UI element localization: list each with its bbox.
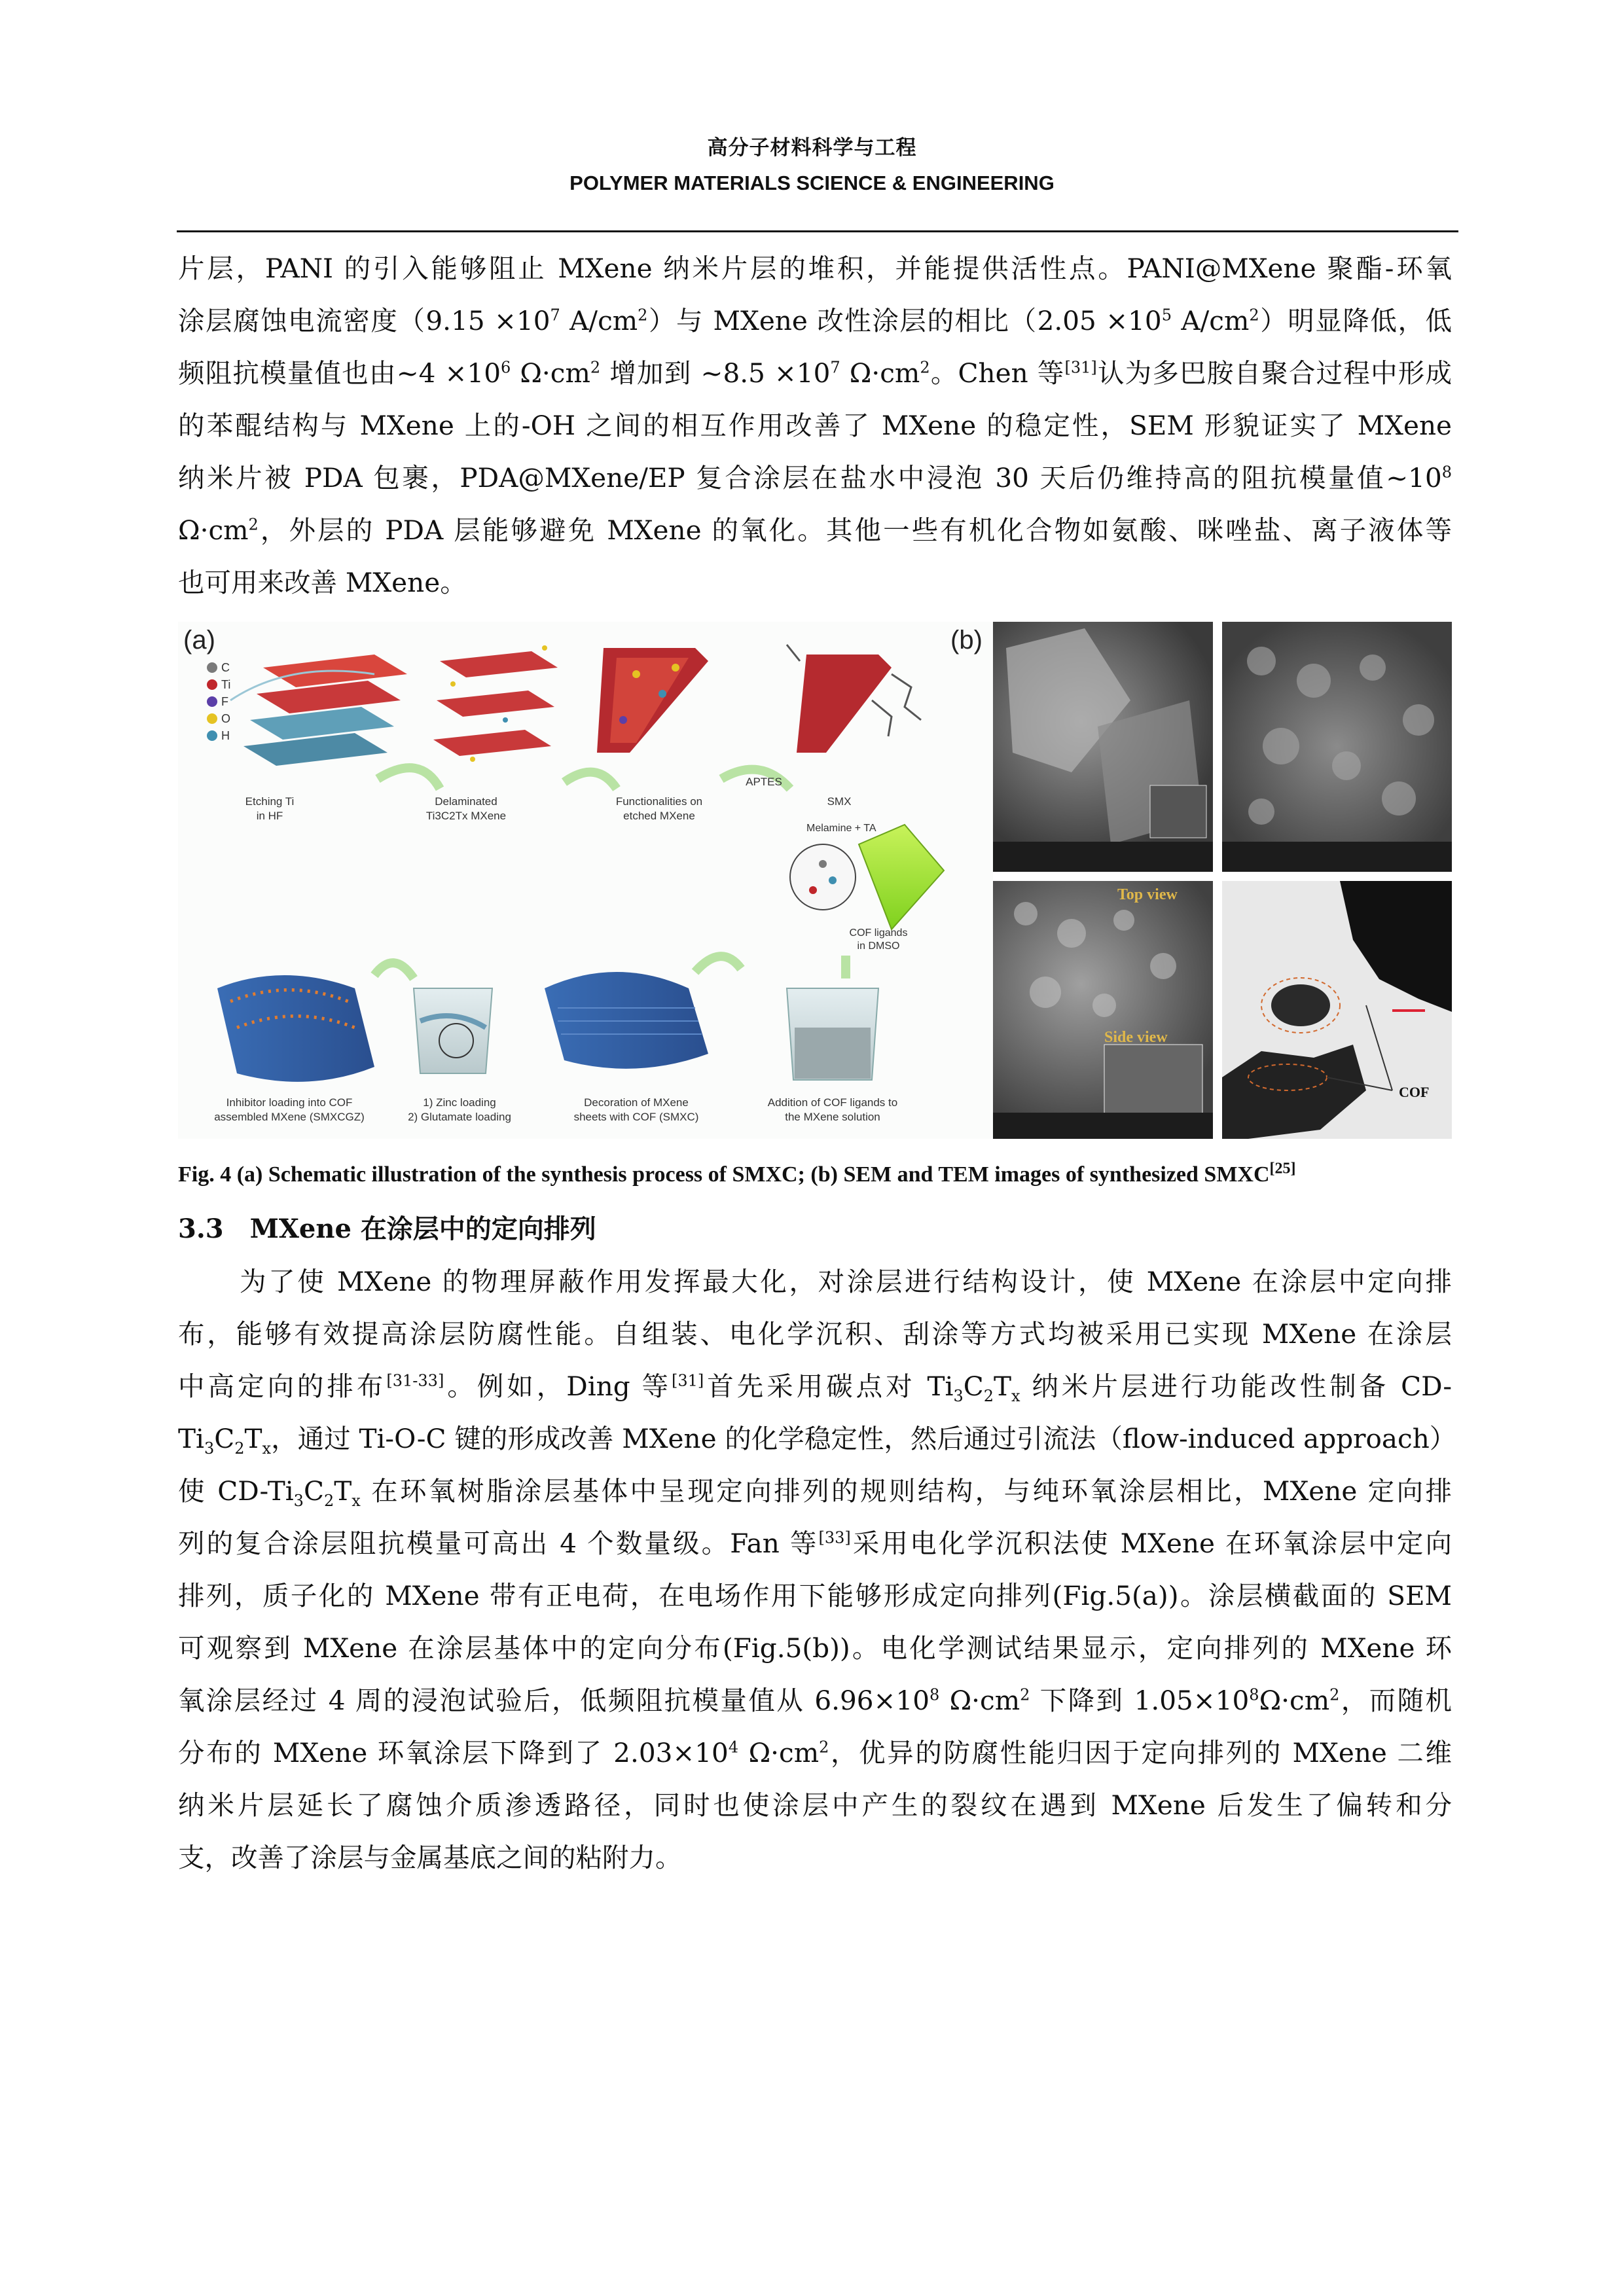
header-divider: [177, 230, 1458, 232]
sem-image-1: [993, 622, 1213, 872]
legend-dot-f: [207, 696, 217, 707]
panel-label-a: (a): [183, 626, 215, 655]
step-label: sheets with COF (SMXC): [573, 1111, 699, 1123]
legend-dot-h: [207, 730, 217, 741]
step-label: 2) Glutamate loading: [408, 1111, 511, 1123]
journal-title-cn: 高分子材料科学与工程: [707, 136, 917, 160]
figure-4: [178, 622, 1452, 1139]
text-line: 纳米片被 PDA 包裹，PDA@MXene/EP 复合涂层在盐水中浸泡 30 天后仍维持高的阻抗模量值$\sim 10^8$: [178, 462, 1452, 493]
legend-label: Ti: [221, 678, 231, 691]
text-line: 涂层腐蚀电流密度（$9.15 \times 10^7$ $A/cm^2$）与 MXene 改性涂层的相比（$2.05 \times 10^5$ $A/cm^2$）明显降低，低: [178, 305, 1452, 336]
top-view-label: Top view: [1117, 886, 1178, 903]
figure-panel-a: [178, 622, 993, 1139]
process-arrow: [564, 772, 617, 789]
step-label: etched MXene: [623, 810, 695, 822]
tem-image: [1222, 881, 1452, 1139]
legend-dot-c: [207, 662, 217, 673]
legend-dot-o: [207, 713, 217, 724]
ligand-beaker: [787, 988, 878, 1080]
process-arrow: [378, 768, 440, 789]
text-line: 频阻抗模量值也由~4 $\times 10^6$ $\Omega\cdot cm^2$ 增加到 ~8.5 $\times 10^7$ $\Omega\cdot cm^2$。Chen 等[31]认为多巴胺自聚合过程中形成: [178, 357, 1453, 389]
legend-label: H: [221, 729, 230, 742]
text-line: 使 $CD-Ti_3C_2T_x$ 在环氧树脂涂层基体中呈现定向排列的规则结构，与纯环氧涂层相比，MXene 定向排: [178, 1475, 1452, 1511]
sem-image-2: [1222, 622, 1452, 872]
legend-label: O: [221, 712, 231, 725]
text-line: 也可用来改善 MXene。: [178, 567, 467, 598]
cof-ligand-label: COF ligands: [849, 927, 908, 939]
step-label: Etching Ti: [245, 795, 295, 808]
text-line: 氧涂层经过 4 周的浸泡试验后，低频阻抗模量值从 $6.96\times 10^8$ $\Omega\cdot cm^2$ 下降到 $1.05\times 10^8\Omega\cdot cm^2$，而随机: [178, 1685, 1452, 1716]
step-label: Decoration of MXene: [584, 1096, 689, 1109]
max-phase-structure: [230, 655, 407, 766]
side-view-label: Side view: [1104, 1029, 1168, 1046]
step-label: Addition of COF ligands to: [767, 1096, 898, 1109]
paragraph-2: [178, 1255, 1456, 1884]
legend-dot-ti: [207, 679, 217, 690]
text-line: 分布的 MXene 环氧涂层下降到了 $2.03\times 10^4$ $\Omega\cdot cm^2$，优异的防腐性能归因于定向排列的 MXene 二维: [178, 1737, 1452, 1768]
text-line: 列的复合涂层阻抗模量可高出 4 个数量级。Fan 等[33]采用电化学沉积法使 MXene 在环氧涂层中定向: [178, 1528, 1452, 1559]
process-arrow: [374, 963, 414, 978]
step-label: APTES: [746, 776, 782, 788]
text-line: 支，改善了涂层与金属基底之间的粘附力。: [178, 1842, 682, 1873]
text-line: 片层，PANI 的引入能够阻止 MXene 纳米片层的堆积，并能提供活性点。PANI@MXene 聚酯-环氧: [178, 253, 1452, 284]
zinc-beaker: [414, 988, 492, 1073]
step-label: the MXene solution: [785, 1111, 880, 1123]
legend-label: F: [221, 695, 228, 708]
step-label: in HF: [256, 810, 283, 822]
process-arrow: [695, 956, 741, 972]
text-line: 布，能够有效提高涂层防腐性能。自组装、电化学沉积、刮涂等方式均被采用已实现 MXene 在涂层: [178, 1318, 1452, 1350]
text-line: $Ti_3C_2T_x$，通过 Ti-O-C 键的形成改善 MXene 的化学稳定性，然后通过引流法（flow-induced approach）: [178, 1423, 1456, 1458]
synthesis-schematic: [178, 622, 993, 1139]
panel-label-b: (b): [950, 626, 983, 655]
step-label: Functionalities on: [615, 795, 703, 808]
section-heading: 3.3 MXene 在涂层中的定向排列: [178, 1213, 596, 1244]
text-line: 可观察到 MXene 在涂层基体中的定向分布(Fig.5(b))。电化学测试结果显示，定向排列的 MXene 环: [178, 1632, 1452, 1664]
smxc-structure: [545, 972, 708, 1069]
step-label: Ti3C2Tx MXene: [425, 810, 507, 822]
paragraph-1: [178, 242, 1452, 609]
smx-structure: [787, 645, 921, 753]
legend-label: C: [221, 661, 230, 674]
text-line: 为了使 MXene 的物理屏蔽作用发挥最大化，对涂层进行结构设计，使 MXene 在涂层中定向排: [240, 1266, 1452, 1297]
text-line: $\Omega\cdot cm^2$，外层的 PDA 层能够避免 MXene 的氧化。其他一些有机化合物如氨酸、咪唑盐、离子液体等: [178, 514, 1452, 546]
functionalized-mxene: [597, 648, 708, 753]
step-label: 1) Zinc loading: [423, 1096, 496, 1109]
delaminated-mxene: [433, 645, 558, 762]
sem-image-3: [993, 881, 1213, 1139]
cof-ligand-inset: [790, 823, 944, 952]
text-line: 中高定向的排布[31-33]。例如，Ding 等[31]首先采用碳点对 $Ti_3C_2T_x$ 纳米片层进行功能改性制备 CD-: [178, 1371, 1452, 1406]
text-line: 排列，质子化的 MXene 带有正电荷，在电场作用下能够形成定向排列(Fig.5(a))。涂层横截面的 SEM: [178, 1580, 1452, 1611]
smxcgz-structure: [217, 975, 374, 1082]
cof-label: COF: [1399, 1084, 1430, 1100]
figure-panel-b: [993, 622, 1452, 1139]
text-line: 的苯醌结构与 MXene 上的-OH 之间的相互作用改善了 MXene 的稳定性，SEM 形貌证实了 MXene: [178, 410, 1452, 441]
step-label: Delaminated: [435, 795, 497, 808]
melamine-label: Melamine + TA: [806, 823, 876, 834]
step-label: assembled MXene (SMXCGZ): [214, 1111, 365, 1123]
dmso-label: in DMSO: [857, 941, 900, 952]
text-line: 纳米片层延长了腐蚀介质渗透路径，同时也使涂层中产生的裂纹在遇到 MXene 后发生了偏转和分: [178, 1789, 1452, 1821]
figure-caption: Fig. 4 (a) Schematic illustration of the synthesis process of SMXC; (b) SEM and TEM images of synthesized SMXC[25]: [178, 1160, 1296, 1187]
journal-title-en: POLYMER MATERIALS SCIENCE & ENGINEERING: [569, 171, 1055, 194]
element-legend: [207, 661, 230, 742]
step-label: SMX: [827, 795, 852, 808]
step-label: Inhibitor loading into COF: [226, 1096, 353, 1109]
